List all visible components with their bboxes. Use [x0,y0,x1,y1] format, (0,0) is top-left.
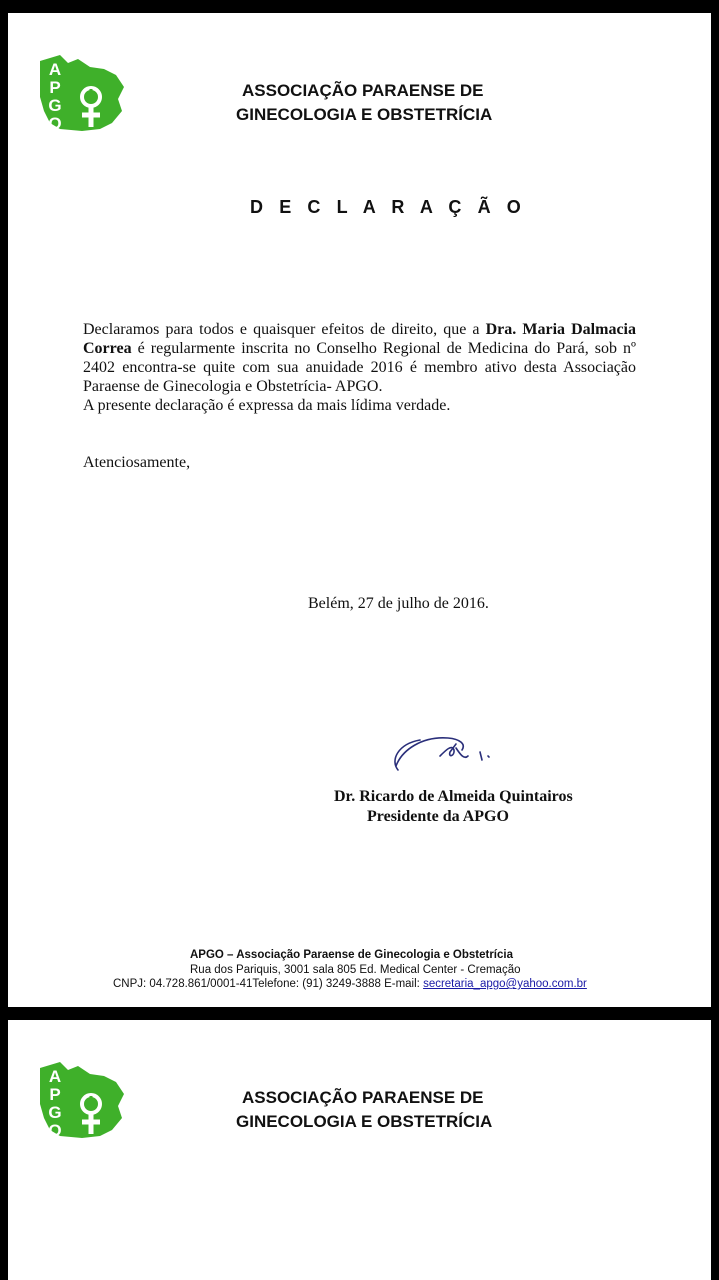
footer-org-line: APGO – Associação Paraense de Ginecologia e Obstetrícia [190,949,513,961]
declaration-paragraph [83,320,636,396]
document-title: D E C L A R A Ç Ã O [250,197,527,217]
footer-cnpj-phone: CNPJ: 04.728.861/0001-41Telefone: (91) 3249-3888 E-mail: [113,978,424,990]
apgo-logo-graphic [38,53,128,133]
apgo-logo-graphic-page2 [38,1060,128,1140]
svg-text:O: O [48,1121,62,1140]
handwritten-signature [388,726,528,786]
svg-text:A: A [48,1067,62,1086]
footer-address: Rua dos Pariquis, 3001 sala 805 Ed. Medical Center - Cremação [190,964,521,976]
svg-text:O: O [48,114,62,133]
org-name-line2: GINECOLOGIA E OBSTETRÍCIA [236,105,493,124]
body-intro: Declaramos para todos e quaisquer efeitos de direito, que a [83,321,486,338]
footer-email-link[interactable]: secretaria_apgo@yahoo.com.br [423,978,587,990]
document-page-1 [8,13,711,1007]
closing: Atenciosamente, [83,454,191,471]
org-name-line1: ASSOCIAÇÃO PARAENSE DE [242,81,484,100]
body-rest: é regularmente inscrita no Conselho Regional de Medicina do Pará, sob nº 2402 encontra-se quite com sua anuidade 2016 é membro ativo desta Associação Paraense de Ginecologia e Obstetrícia- APGO. [83,340,636,395]
document-page-2 [8,1020,711,1280]
svg-text:P: P [49,78,61,97]
declaration-body [83,320,636,415]
place-date: Belém, 27 de julho de 2016. [308,595,489,612]
member-name: Dra. Maria Dalmacia Correa [83,321,636,357]
svg-text:P: P [49,1085,61,1104]
page2-org-name-line1: ASSOCIAÇÃO PARAENSE DE [242,1088,484,1107]
footer-contact [113,978,587,990]
signer-name: Dr. Ricardo de Almeida Quintairos [334,788,573,805]
declaration-final-line: A presente declaração é expressa da mais lídima verdade. [83,397,451,414]
signer-title: Presidente da APGO [367,808,509,825]
svg-text:G: G [48,1103,62,1122]
svg-text:A: A [48,60,62,79]
page2-org-name-line2: GINECOLOGIA E OBSTETRÍCIA [236,1112,493,1131]
svg-text:G: G [48,96,62,115]
apgo-logo-page2 [38,1060,128,1140]
apgo-logo [38,53,128,133]
